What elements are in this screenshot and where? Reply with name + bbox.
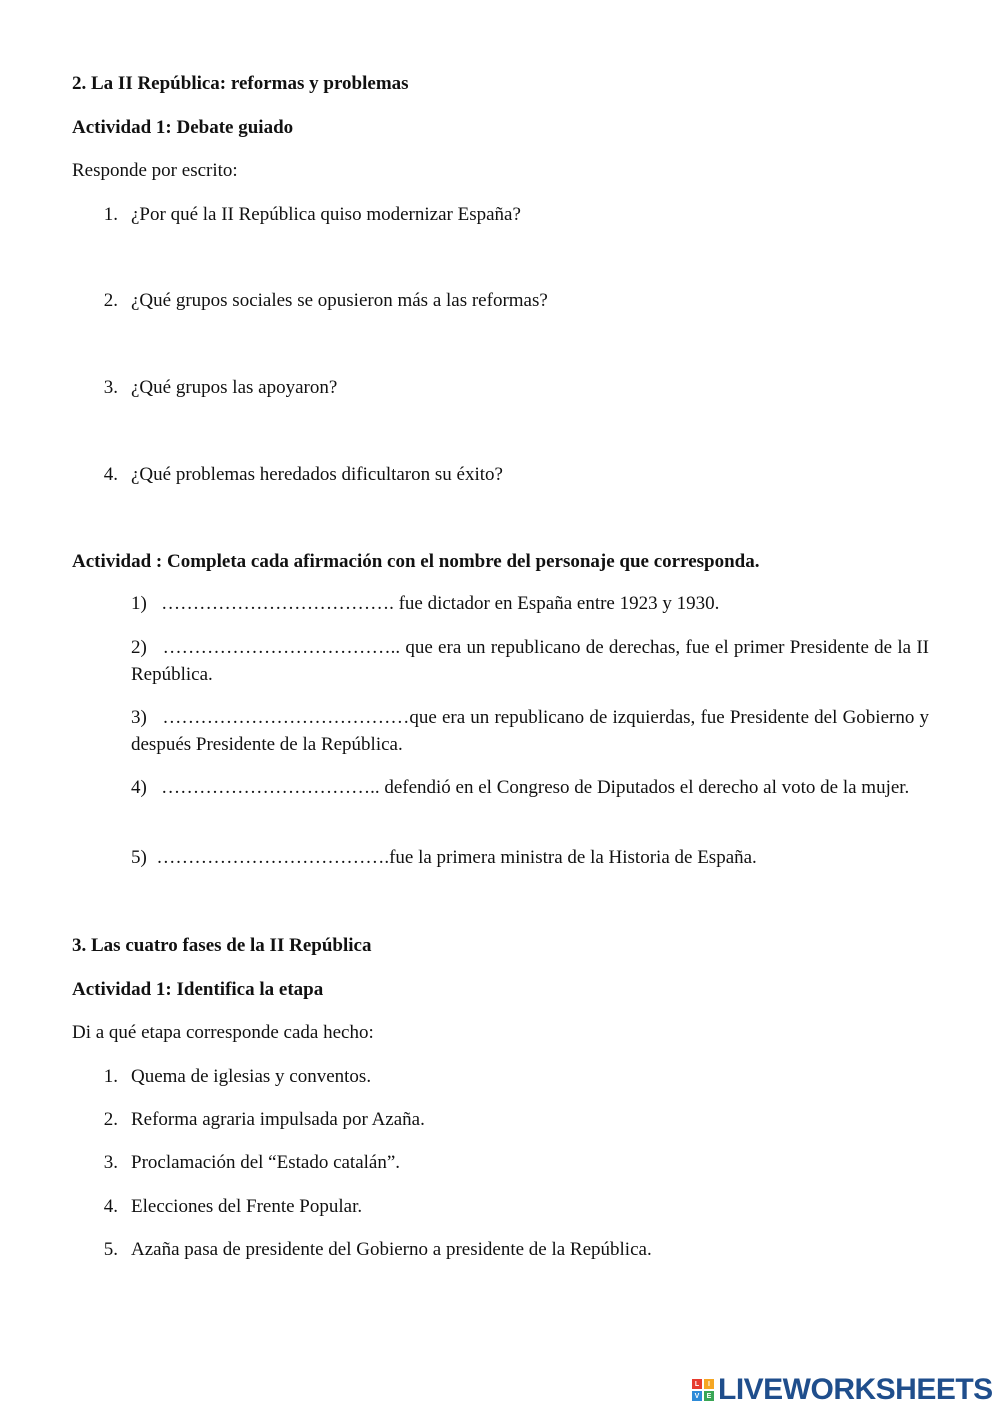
fill-in-number: 2) bbox=[131, 637, 147, 658]
fill-in-text: …………………………….. defendió en el Congreso de Diputados el derecho al voto de la mujer. bbox=[161, 777, 910, 798]
activity-identify-instruction: Di a qué etapa corresponde cada hecho: bbox=[72, 1022, 374, 1043]
list-item-number: 2. bbox=[103, 290, 118, 311]
logo-mark-icon bbox=[692, 1379, 714, 1401]
fill-in-text: …………………………………que era un republicano de izquierdas, fue Presidente del Gobierno y después Presidente de la República. bbox=[131, 707, 929, 755]
logo-mark-cell: I bbox=[704, 1379, 714, 1389]
logo-mark-cell: L bbox=[692, 1379, 702, 1389]
list-item-number: 1. bbox=[103, 1066, 118, 1087]
list-item-text: Azaña pasa de presidente del Gobierno a presidente de la República. bbox=[131, 1239, 652, 1260]
fill-in-number: 3) bbox=[131, 707, 147, 728]
list-item-number: 4. bbox=[103, 464, 118, 485]
list-item-text: Reforma agraria impulsada por Azaña. bbox=[131, 1109, 425, 1130]
list-item-text: ¿Qué problemas heredados dificultaron su éxito? bbox=[131, 464, 503, 485]
fill-in-item bbox=[131, 590, 929, 617]
activity-debate-instruction: Responde por escrito: bbox=[72, 160, 238, 181]
list-item-text: Quema de iglesias y conventos. bbox=[131, 1066, 372, 1087]
activity-debate-title: Actividad 1: Debate guiado bbox=[72, 117, 294, 138]
list-item-number: 3. bbox=[103, 377, 118, 398]
fill-in-item bbox=[131, 634, 929, 688]
list-item-text: Proclamación del “Estado catalán”. bbox=[131, 1152, 401, 1173]
activity-identify-title: Actividad 1: Identifica la etapa bbox=[72, 979, 324, 1000]
fill-in-text: ………………………………. fue dictador en España entre 1923 y 1930. bbox=[161, 593, 720, 614]
list-item-number: 3. bbox=[103, 1152, 118, 1173]
liveworksheets-logo bbox=[692, 1374, 993, 1406]
list-item-text: Elecciones del Frente Popular. bbox=[131, 1196, 363, 1217]
section-3-title: 3. Las cuatro fases de la II República bbox=[72, 935, 372, 956]
fill-in-text: ……………………………….. que era un republicano de derechas, fue el primer Presidente de la II República. bbox=[131, 637, 929, 685]
logo-mark-cell: E bbox=[704, 1391, 714, 1401]
list-item-number: 2. bbox=[103, 1109, 118, 1130]
fill-in-item bbox=[131, 704, 929, 758]
logo-mark-cell: V bbox=[692, 1391, 702, 1401]
activity-complete-title: Actividad : Completa cada afirmación con el nombre del personaje que corresponda. bbox=[72, 551, 760, 572]
list-item-number: 5. bbox=[103, 1239, 118, 1260]
section-2-title: 2. La II República: reformas y problemas bbox=[72, 73, 409, 94]
fill-in-item bbox=[131, 844, 929, 871]
logo-text: LIVEWORKSHEETS bbox=[718, 1373, 993, 1406]
fill-in-text: ……………………………….fue la primera ministra de la Historia de España. bbox=[156, 847, 757, 868]
fill-in-number: 1) bbox=[131, 593, 147, 614]
list-item-number: 1. bbox=[103, 204, 118, 225]
fill-in-number: 5) bbox=[131, 847, 147, 868]
list-item-number: 4. bbox=[103, 1196, 118, 1217]
list-item-text: ¿Por qué la II República quiso modernizar España? bbox=[131, 204, 521, 225]
list-item-text: ¿Qué grupos las apoyaron? bbox=[131, 377, 338, 398]
fill-in-item bbox=[131, 774, 929, 801]
fill-in-number: 4) bbox=[131, 777, 147, 798]
list-item-text: ¿Qué grupos sociales se opusieron más a las reformas? bbox=[131, 290, 548, 311]
